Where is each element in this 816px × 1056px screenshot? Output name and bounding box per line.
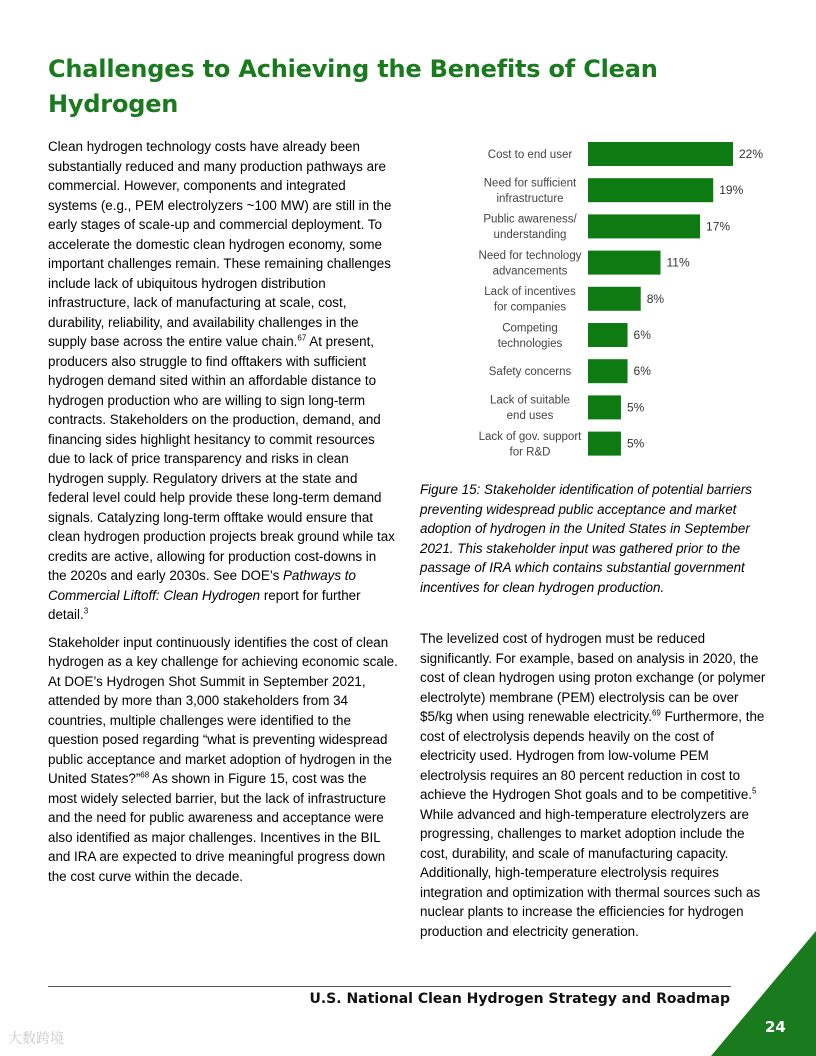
report-title: Pathways to Commercial Liftoff: Clean Hydrogen (48, 568, 356, 603)
value-label-1: 19% (719, 183, 744, 198)
right-paragraph (420, 629, 770, 941)
category-label-7: Lack of suitable end uses (490, 394, 570, 423)
text-run: While advanced and high-temperature electrolyzers are progressing, challenges to market adoption include the cost, durability, and scale of manufacturing capacity. Additionally, high-temperature electrolysis requires integration and optimization with thermal sources such as nuclear plants to increase the efficiencies for hydrogen production and electricity generation. (420, 806, 761, 939)
footnote-ref: 5 (752, 786, 757, 796)
text-run: As shown in Figure 15, cost was the most widely selected barrier, but the lack of infrastructure and the need for public awareness and acceptance were also identified as major challenges. Incentives in the BIL and IRA are expected to drive meaningful progress down the cost curve within the decade. (48, 771, 386, 884)
bar-2 (588, 214, 700, 238)
value-label-7: 5% (626, 400, 645, 415)
text-run: The levelized cost of hydrogen must be reduced significantly. For example, based on analysis in 2020, the cost of clean hydrogen using proton exchange (or polymer electrolyte) membrane (PEM) electrolysis can be over $5/kg when using renewable electricity. (420, 631, 766, 724)
category-label-4: Lack of incentives for companies (484, 286, 576, 314)
bar-5 (588, 323, 628, 347)
watermark-logo: 大数跨境 (8, 1031, 64, 1047)
bar-4 (588, 287, 641, 311)
category-label-2: Public awareness/ understanding (483, 213, 577, 242)
bar-1 (588, 178, 713, 202)
value-label-5: 6% (633, 328, 651, 342)
barriers-bar-chart (420, 136, 780, 466)
category-label-5: Competing technologies (497, 322, 563, 350)
category-label-3: Need for technology advancements (478, 249, 582, 278)
category-label-6: Safety concerns (488, 366, 572, 379)
bar-7 (588, 395, 621, 419)
text-run: At present, producers also struggle to find offtakers with sufficient hydrogen demand sited within an affordable distance to hydrogen production who are willing to sign long-term contracts. Stakeholders on the production, demand, and financing sides highlight hesitancy to commit resources due to lack of price transparency and risks in clean hydrogen supply. Regulatory drivers at the state and federal level could help provide these long-term demand signals. Catalyzing long-term offtake would ensure that clean hydrogen production projects break ground while tax credits are active, allowing for production cost-downs in the 2020s and early 2030s. See DOE’s (48, 334, 395, 583)
text-run: Stakeholder input continuously identifies the cost of clean hydrogen as a key challenge for achieving economic scale. At DOE’s Hydrogen Shot Summit in September 2021, attended by more than 3,000 stakeholders from 34 countries, multiple challenges were identified to the question posed regarding “what is preventing widespread public acceptance and market adoption of hydrogen in the United States?” (48, 634, 398, 786)
value-label-6: 6% (633, 364, 651, 379)
footnote-ref: 3 (83, 606, 89, 616)
footer-title: U.S. National Clean Hydrogen Strategy and Roadmap (309, 991, 730, 1007)
bar-6 (588, 359, 628, 383)
category-label-1: Need for sufficient infrastructure (483, 177, 577, 205)
text-run: Furthermore, the cost of electrolysis depends heavily on the cost of electricity used. Hydrogen from low-volume PEM electrolysis requires an 80 percent reduction in cost to achieve the Hydrogen Shot goals and to be competitive. (420, 709, 765, 802)
page-number: 24 (765, 1018, 786, 1036)
value-label-8: 5% (626, 436, 645, 451)
footnote-ref: 67 (297, 333, 307, 343)
text-run: report for further detail. (48, 587, 361, 622)
text-run: Clean hydrogen technology costs have already been substantially reduced and many production pathways are commercial. However, components and integrated systems (e.g., PEM electrolyzers ~100 MW) are still in the early stages of scale-up and commercial deployment. To accelerate the domestic clean hydrogen economy, some important challenges remain. These remaining challenges include lack of ubiquitous hydrogen distribution infrastructure, lack of manufacturing at scale, cost, durability, reliability, and availability challenges in the supply base across the entire value chain. (48, 139, 392, 349)
value-label-4: 8% (646, 291, 665, 306)
figure-caption: Figure 15: Stakeholder identification of potential barriers preventing widespread public acceptance and market adoption of hydrogen in the United States in September 2021. This stakeholder input was gathered prior to the passage of IRA which contains substantial government incentives for clean hydrogen production. (420, 482, 752, 595)
value-label-2: 17% (706, 219, 731, 234)
bar-3 (588, 251, 661, 275)
corner-triangle (711, 931, 816, 1056)
footnote-ref: 69 (651, 708, 661, 718)
left-paragraph-2 (48, 633, 398, 887)
left-paragraph-1 (48, 137, 398, 625)
bar-0 (588, 142, 733, 166)
footer-divider (48, 986, 731, 987)
bar-8 (588, 432, 621, 456)
left-column (48, 137, 398, 894)
value-label-0: 22% (739, 147, 764, 161)
category-label-8: Lack of gov. support for R&D (478, 430, 582, 459)
page-title: Challenges to Achieving the Benefits of Clean Hydrogen (48, 55, 658, 118)
value-label-3: 11% (666, 255, 690, 270)
chart-svg (420, 136, 780, 466)
footnote-ref: 68 (140, 770, 150, 780)
category-label-0: Cost to end user (487, 149, 573, 161)
